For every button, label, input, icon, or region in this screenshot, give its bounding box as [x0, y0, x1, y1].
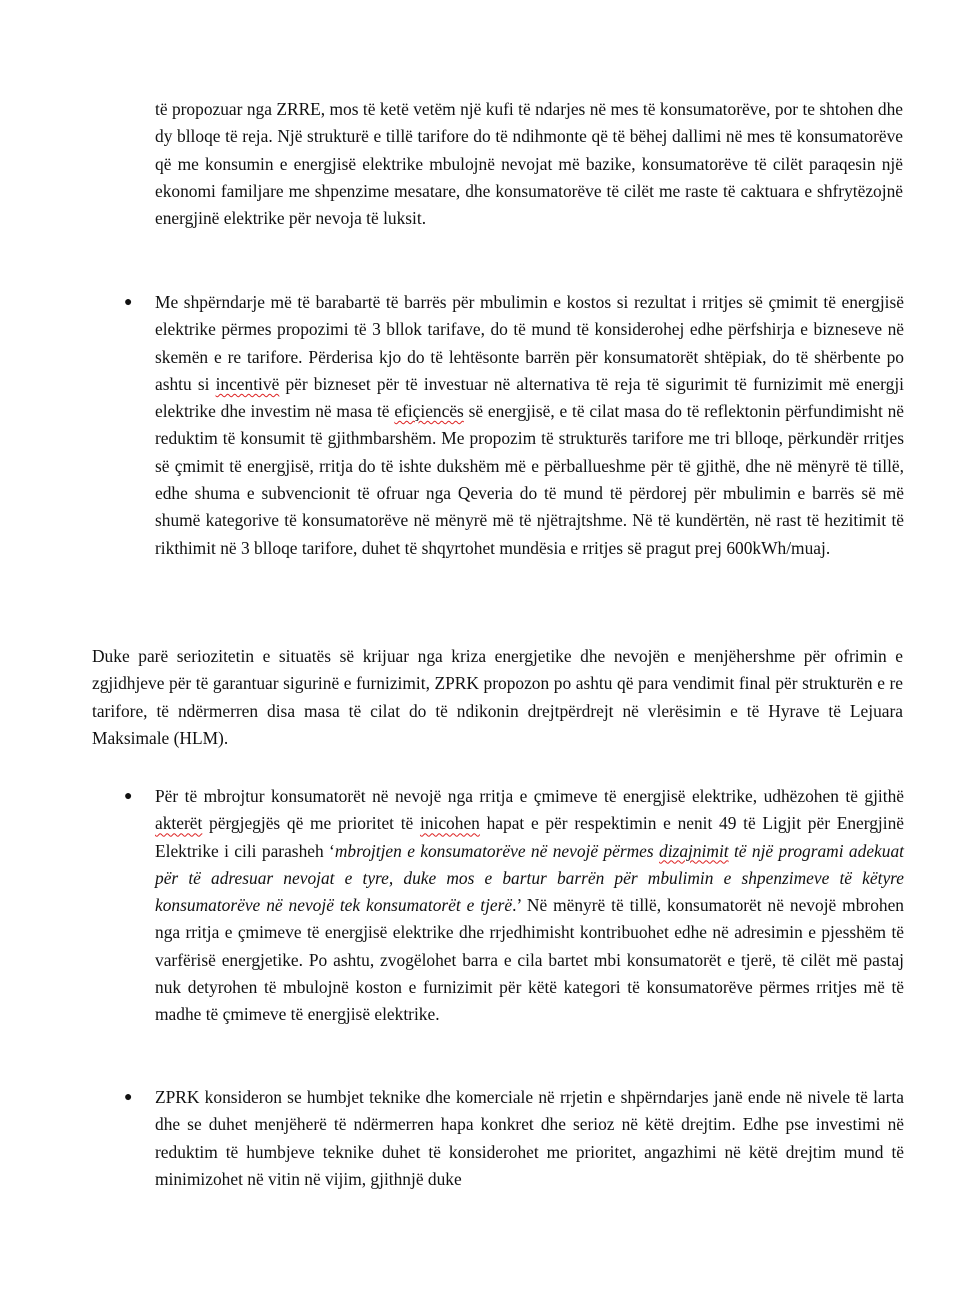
spellcheck-word: inicohen: [419, 813, 480, 834]
bullet-item-block-tariffs: [120, 289, 904, 562]
bullet-item-consumers-in-need: [120, 783, 904, 1029]
spellcheck-word: efiçiencës: [394, 401, 464, 422]
bullet-item-network-losses: [120, 1084, 904, 1193]
spellcheck-word: incentivë: [215, 373, 280, 394]
spellcheck-word: dizajnimit: [659, 840, 729, 861]
continuation-paragraph: të propozuar nga ZRRE, mos të ketë vetëm një kufi të ndarjes në mes të konsumatorëve, por te shtohen dhe dy blloqe të reja. Një strukturë e tillë tarifore do të ndihmonte që të bëhej dallimi në mes të konsumatorëve që me konsumin e energjisë elektrike mbulojnë nevojat më bazike, konsumatorëve të cilët paraqesin një ekonomi familjare me shpenzime mesatare, dhe konsumatorëve të cilët me raste të caktuara e shfrytëzojnë energjinë elektrike për nevoja të luksit.: [155, 99, 903, 229]
bullet-text: Për të mbrojtur konsumatorët në nevojë nga rritja e çmimeve të energjisë elektrike, udhëzohen të gjithë akterët përgjegjës që me prioritet të inicohen hapat e për respektimin e nenit 49 të Ligjit për Energjinë Elektrike i cili parasheh ‘mbrojtjen e konsumatorëve në nevojë përmes dizajnimit të një programi adekuat për të adresuar nevojat e tyre, duke mos e bartur barrën për mbulimin e shpenzimeve të këtyre konsumatorëve në nevojë tek konsumatorët e tjerë.’ Në mënyrë të tillë, konsumatorët në nevojë mbrohen nga rritja e çmimeve të energjisë elektrike dhe rrjedhimisht kontribuohet edhe në adresimin e pjesshëm të varfërisë energjetike. Po ashtu, zvogëlohet barra e cila bartet mbi konsumatorët e tjerë, të cilët më pastaj nuk detyrohen të mbulojnë koston e furnizimit për këtë kategori të konsumatorëve përmes rritjes më të madhe të çmimeve të energjisë elektrike.: [155, 786, 904, 1025]
bullet-text: ZPRK konsideron se humbjet teknike dhe komerciale në rrjetin e shpërndarjes janë ende në nivele të larta dhe se duhet menjëherë të ndërmerren hapa konkret dhe serioz në këtë drejtim. Edhe pse investimi në reduktim të humbjeve teknike duhet të konsiderohet me prioritet, angazhimi në këtë drejtim mund të minimizohet në vitin në vijim, gjithnjë duke: [155, 1087, 904, 1189]
spellcheck-word: akterët: [155, 813, 203, 834]
middle-paragraph: Duke parë seriozitetin e situatës së krijuar nga kriza energjetike dhe nevojën e menjëhershme për ofrimin e zgjidhjeve për të garantuar sigurinë e furnizimit, ZPRK propozon po ashtu që para vendimit final për strukturën e re tarifore, të ndërmerren disa masa të cilat do të ndikonin drejtpërdrejt në vlerësimin e të Hyrave të Lejuara Maksimale (HLM).: [92, 646, 903, 748]
bullet-dot-icon: ●: [124, 1090, 133, 1105]
bullet-text: Me shpërndarje më të barabartë të barrës për mbulimin e kostos si rezultat i rritjes së çmimit të energjisë elektrike përmes propozimi të 3 bllok tarifave, do të mund të konsiderohej edhe përfshirja e bizneseve në skemën e re tarifore. Përderisa kjo do të lehtësonte barrën për konsumatorët shtëpiak, do të shërbente po ashtu si incentivë për bizneset për të investuar në alternativa të reja të sigurimit të furnizimit më energji elektrike dhe investim në masa të efiçiencës së energjisë, e të cilat masa do të reflektonin përfundimisht në reduktim të konsumit të gjithmbarshëm. Me propozim të strukturës tarifore me tri blloqe, përkundër rritjes së çmimit të energjisë, rritja do të ishte dukshëm më e përballueshme për të gjithë, dhe në mënyrë të tillë, edhe shuma e subvencionit të ofruar nga Qeveria do të mund të përdorej për mbulimin e barrës së më shumë kategorive të konsumatorëve në mënyrë më të njëtrajtshme. Në të kundërtën, në rast të hezitimit të rikthimit në 3 blloqe tarifore, duhet të shqyrtohet mundësia e rritjes së pragut prej 600kWh/muaj.: [155, 292, 904, 558]
bullet-dot-icon: ●: [124, 789, 133, 804]
bullet-dot-icon: ●: [124, 295, 133, 310]
